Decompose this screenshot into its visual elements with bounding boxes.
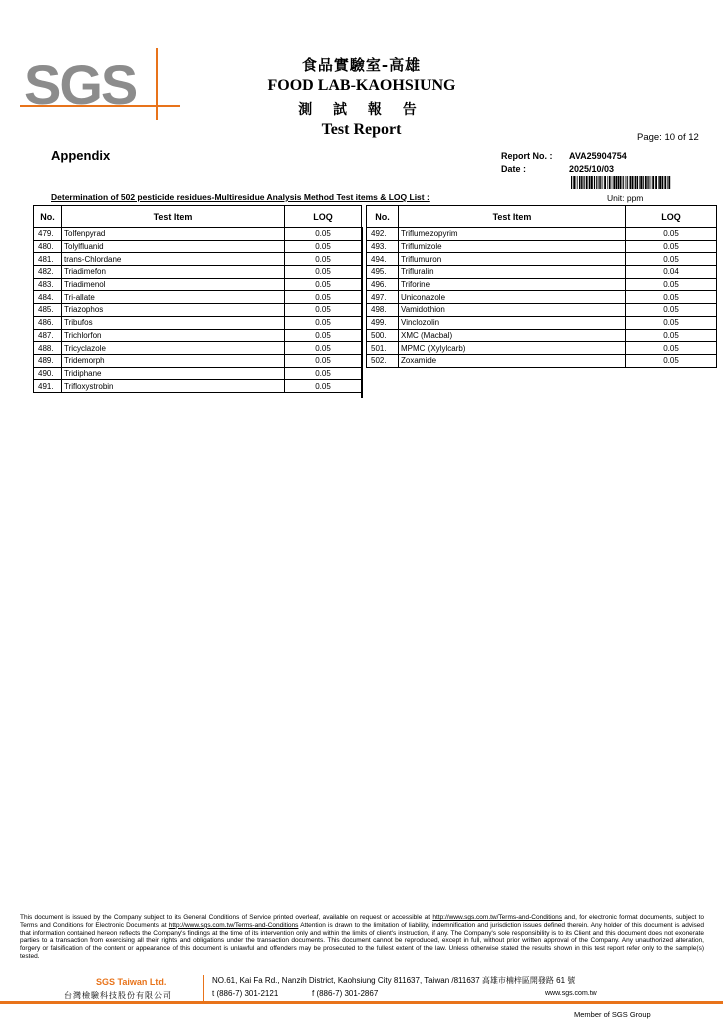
row-test-item: Triflumizole bbox=[399, 240, 626, 253]
row-loq: 0.05 bbox=[285, 380, 362, 393]
table-row bbox=[367, 354, 717, 367]
page-number: Page: 10 of 12 bbox=[637, 132, 699, 143]
row-test-item: Triflumuron bbox=[399, 253, 626, 266]
sgs-logo-text: SGS bbox=[24, 53, 137, 116]
row-no: 479. bbox=[34, 228, 62, 241]
table-row bbox=[367, 291, 717, 304]
table-row bbox=[34, 316, 362, 329]
row-loq: 0.05 bbox=[626, 342, 717, 355]
row-test-item: MPMC (Xylylcarb) bbox=[399, 342, 626, 355]
table-row bbox=[367, 228, 717, 241]
footer-company-en: SGS Taiwan Ltd. bbox=[96, 977, 167, 987]
table-row bbox=[367, 342, 717, 355]
row-test-item: Tolfenpyrad bbox=[62, 228, 285, 241]
table-row bbox=[367, 253, 717, 266]
row-loq: 0.05 bbox=[626, 354, 717, 367]
row-no: 500. bbox=[367, 329, 399, 342]
row-no: 490. bbox=[34, 367, 62, 380]
row-test-item: trans-Chlordane bbox=[62, 253, 285, 266]
col-no: No. bbox=[367, 206, 399, 228]
row-no: 497. bbox=[367, 291, 399, 304]
row-no: 482. bbox=[34, 266, 62, 279]
row-loq: 0.05 bbox=[285, 316, 362, 329]
col-loq: LOQ bbox=[285, 206, 362, 228]
footer-website[interactable]: www.sgs.com.tw bbox=[545, 990, 597, 997]
row-loq: 0.05 bbox=[285, 240, 362, 253]
row-no: 493. bbox=[367, 240, 399, 253]
footer-address: NO.61, Kai Fa Rd., Nanzih District, Kaohsiung City 811637, Taiwan /811637 高雄市楠梓區開發路 61 號 bbox=[212, 976, 576, 985]
col-test-item: Test Item bbox=[62, 206, 285, 228]
footer-divider bbox=[203, 975, 204, 1001]
row-no: 492. bbox=[367, 228, 399, 241]
row-loq: 0.05 bbox=[285, 228, 362, 241]
terms-link-2[interactable]: http://www.sgs.com.tw/Terms-and-Conditions bbox=[168, 921, 299, 929]
row-no: 495. bbox=[367, 266, 399, 279]
row-loq: 0.05 bbox=[626, 278, 717, 291]
appendix-heading: Appendix bbox=[51, 148, 111, 163]
disclaimer-text-1: This document is issued by the Company subject to its General Conditions of Service printed overleaf, available on request or accessible at bbox=[20, 914, 433, 921]
row-no: 496. bbox=[367, 278, 399, 291]
table-subtitle: Determination of 502 pesticide residues-Multiresidue Analysis Method Test items & LOQ List : bbox=[51, 192, 430, 202]
row-test-item: Tribufos bbox=[62, 316, 285, 329]
disclaimer-text-2: and, for electronic format documents, subject to Terms and Conditions for Electronic Documents at bbox=[20, 914, 704, 929]
report-title-cn: 測 試 報 告 bbox=[298, 102, 425, 118]
row-no: 494. bbox=[367, 253, 399, 266]
table-row bbox=[34, 367, 362, 380]
table-row bbox=[34, 278, 362, 291]
row-test-item: Triadimefon bbox=[62, 266, 285, 279]
table-row bbox=[34, 304, 362, 317]
row-loq: 0.05 bbox=[285, 367, 362, 380]
row-test-item: Uniconazole bbox=[399, 291, 626, 304]
row-loq: 0.05 bbox=[626, 240, 717, 253]
row-test-item: Triforine bbox=[399, 278, 626, 291]
report-date-value: 2025/10/03 bbox=[569, 164, 615, 174]
row-test-item: Vamidothion bbox=[399, 304, 626, 317]
footer-phone: t (886-7) 301-2121 bbox=[212, 989, 279, 998]
row-test-item: Triazophos bbox=[62, 304, 285, 317]
row-no: 485. bbox=[34, 304, 62, 317]
table-row bbox=[367, 329, 717, 342]
table-row bbox=[367, 304, 717, 317]
row-loq: 0.05 bbox=[626, 316, 717, 329]
row-test-item: Trichlorfon bbox=[62, 329, 285, 342]
lab-name-cn: 食品實驗室-高雄 bbox=[301, 56, 422, 74]
row-loq: 0.05 bbox=[285, 342, 362, 355]
row-no: 486. bbox=[34, 316, 62, 329]
report-title-en: Test Report bbox=[321, 121, 402, 138]
table-row bbox=[34, 354, 362, 367]
table-row bbox=[34, 266, 362, 279]
terms-link-1[interactable]: http://www.sgs.com.tw/Terms-and-Conditions bbox=[432, 914, 563, 921]
row-test-item: Tridiphane bbox=[62, 367, 285, 380]
row-loq: 0.05 bbox=[285, 253, 362, 266]
table-shadow bbox=[361, 227, 363, 398]
table-row bbox=[34, 342, 362, 355]
row-no: 483. bbox=[34, 278, 62, 291]
unit-label: Unit: ppm bbox=[607, 193, 644, 203]
row-test-item: Trifluralin bbox=[399, 266, 626, 279]
row-test-item: Tri-allate bbox=[62, 291, 285, 304]
table-row bbox=[367, 278, 717, 291]
row-loq: 0.05 bbox=[626, 329, 717, 342]
disclaimer bbox=[20, 914, 704, 961]
footer-rule bbox=[0, 1001, 723, 1004]
table-row bbox=[34, 240, 362, 253]
row-test-item: Tricyclazole bbox=[62, 342, 285, 355]
row-loq: 0.05 bbox=[285, 278, 362, 291]
loq-table-left bbox=[33, 205, 362, 393]
row-loq: 0.05 bbox=[285, 304, 362, 317]
row-no: 480. bbox=[34, 240, 62, 253]
report-no-value: AVA25904754 bbox=[569, 151, 627, 161]
table-row bbox=[34, 380, 362, 393]
disclaimer-text-3: Attention is drawn to the limitation of liability, indemnification and jurisdiction issues defined therein. Any holder of this document is advised that information contained hereon reflects the Company's findings at the time of its intervention only and within the limits of client's instruction, if any. The Company's sole responsibility is to its Client and this document does not exonerate parties to a transaction from exercising all their rights and obligations under the transaction documents. This document cannot be reproduced, except in full, without prior written approval of the Company. Any unauthorized alteration, forgery or falsification of the content or appearance of this document is unlawful and offenders may be prosecuted to the fullest extent of the law. Unless otherwise stated the results shown in this test report refer only to the sample(s) tested. bbox=[20, 921, 704, 960]
row-no: 488. bbox=[34, 342, 62, 355]
row-loq: 0.05 bbox=[626, 228, 717, 241]
table-row bbox=[367, 266, 717, 279]
row-no: 502. bbox=[367, 354, 399, 367]
row-no: 499. bbox=[367, 316, 399, 329]
row-no: 501. bbox=[367, 342, 399, 355]
report-info bbox=[501, 150, 627, 176]
row-loq: 0.05 bbox=[285, 291, 362, 304]
row-test-item: Zoxamide bbox=[399, 354, 626, 367]
row-no: 487. bbox=[34, 329, 62, 342]
row-test-item: Triflumezopyrim bbox=[399, 228, 626, 241]
row-no: 481. bbox=[34, 253, 62, 266]
loq-table-right bbox=[366, 205, 717, 368]
row-no: 491. bbox=[34, 380, 62, 393]
col-test-item: Test Item bbox=[399, 206, 626, 228]
footer-fax: f (886-7) 301-2867 bbox=[312, 989, 379, 998]
table-row bbox=[34, 291, 362, 304]
barcode bbox=[571, 176, 671, 189]
footer-company-cn: 台灣檢驗科技股份有限公司 bbox=[64, 991, 172, 1000]
col-no: No. bbox=[34, 206, 62, 228]
row-test-item: Triadimenol bbox=[62, 278, 285, 291]
lab-name-en: FOOD LAB-KAOHSIUNG bbox=[267, 77, 456, 94]
table-row bbox=[34, 253, 362, 266]
row-test-item: Tolylfluanid bbox=[62, 240, 285, 253]
row-no: 489. bbox=[34, 354, 62, 367]
table-row bbox=[367, 316, 717, 329]
row-loq: 0.05 bbox=[285, 329, 362, 342]
row-loq: 0.05 bbox=[626, 291, 717, 304]
col-loq: LOQ bbox=[626, 206, 717, 228]
report-no-label: Report No. : bbox=[501, 151, 553, 161]
row-no: 484. bbox=[34, 291, 62, 304]
table-row bbox=[367, 240, 717, 253]
row-test-item: Trifloxystrobin bbox=[62, 380, 285, 393]
row-test-item: XMC (Macbal) bbox=[399, 329, 626, 342]
row-loq: 0.05 bbox=[285, 354, 362, 367]
row-loq: 0.05 bbox=[626, 304, 717, 317]
footer-member: Member of SGS Group bbox=[574, 1010, 651, 1019]
row-loq: 0.04 bbox=[626, 266, 717, 279]
row-no: 498. bbox=[367, 304, 399, 317]
row-test-item: Vinclozolin bbox=[399, 316, 626, 329]
row-test-item: Tridemorph bbox=[62, 354, 285, 367]
row-loq: 0.05 bbox=[626, 253, 717, 266]
table-row bbox=[34, 228, 362, 241]
report-date-label: Date : bbox=[501, 164, 527, 174]
table-row bbox=[34, 329, 362, 342]
row-loq: 0.05 bbox=[285, 266, 362, 279]
